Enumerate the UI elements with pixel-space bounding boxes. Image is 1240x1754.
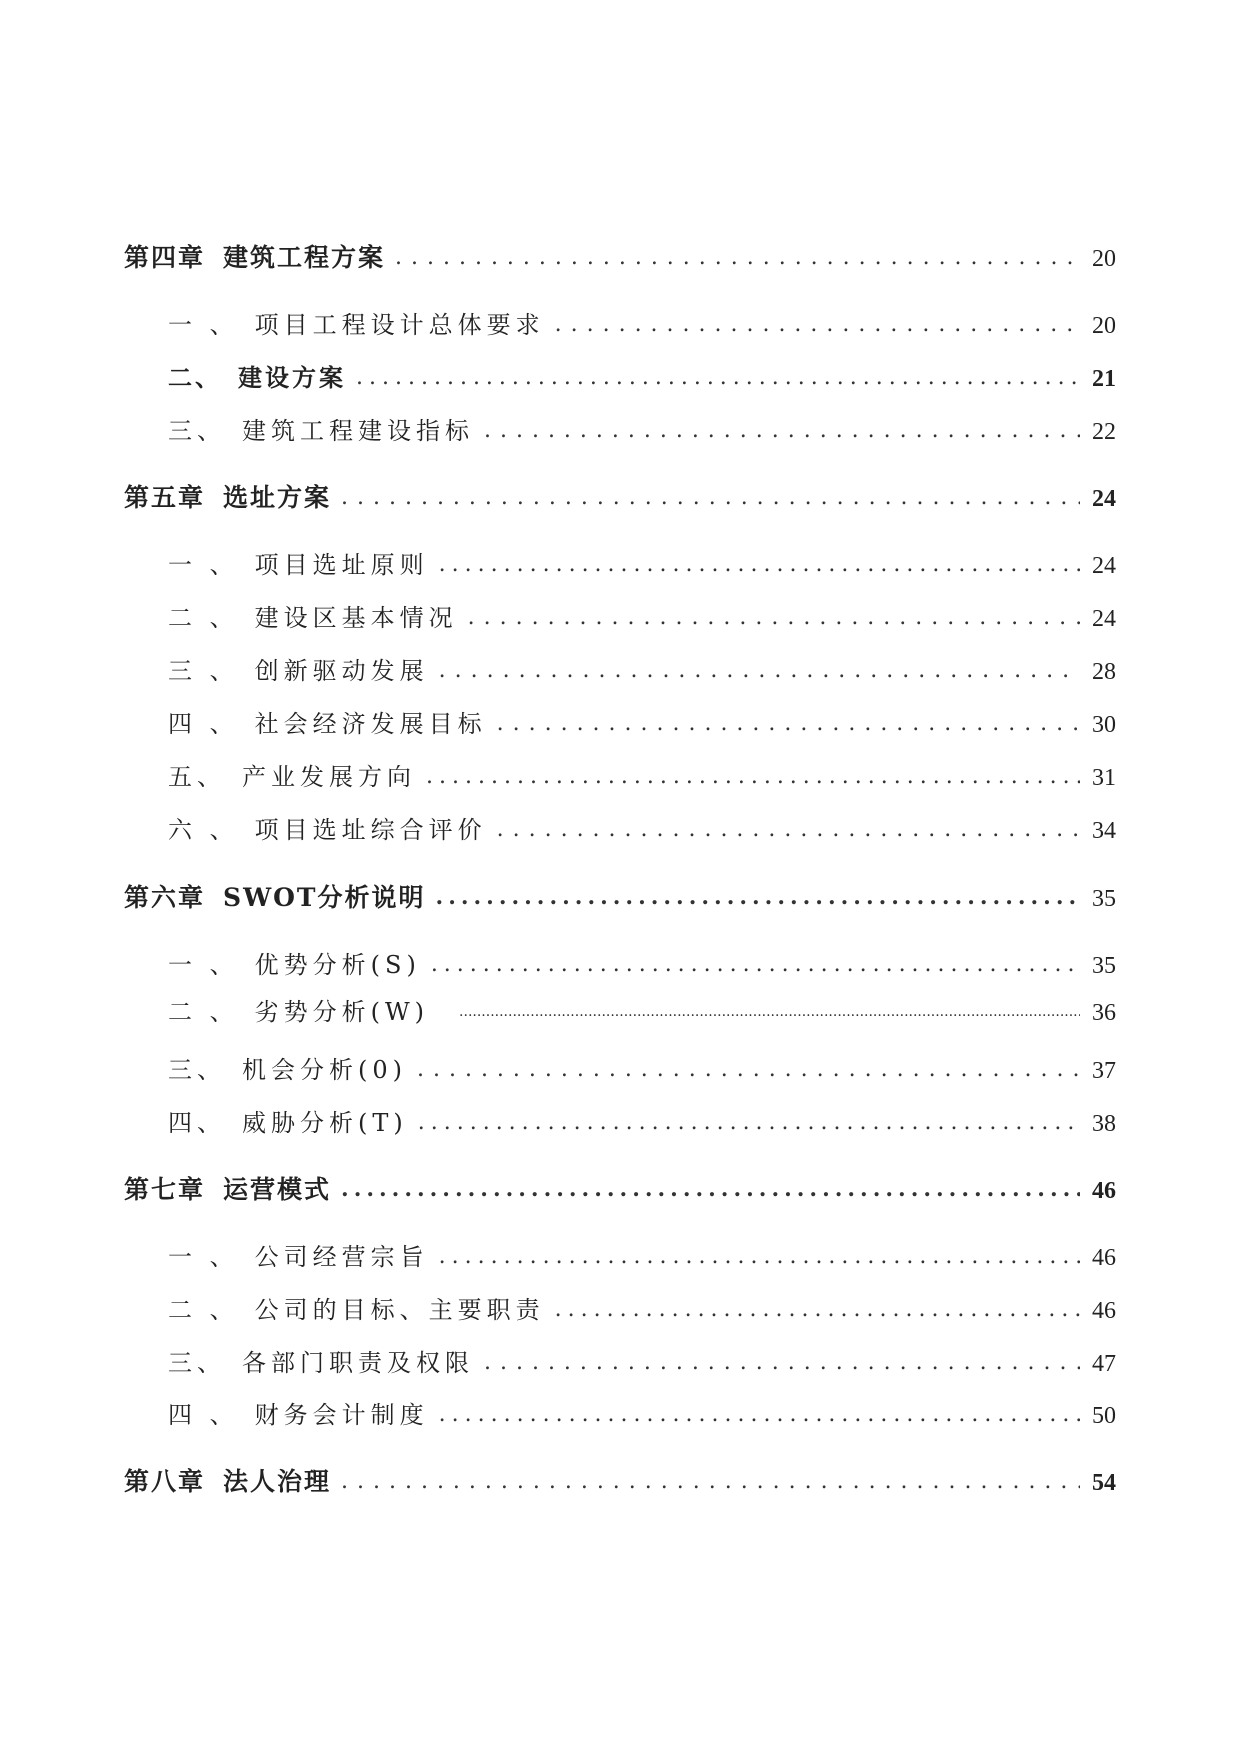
toc-chapter-6[interactable] <box>124 878 1116 914</box>
section-number: 一 、 <box>168 551 239 579</box>
section-title: 建设方案 <box>238 363 346 392</box>
dot-leader <box>555 1297 1080 1322</box>
toc-section[interactable] <box>168 358 1116 393</box>
page-number: 31 <box>1092 765 1116 791</box>
page-number: 46 <box>1092 1245 1116 1271</box>
dot-leader <box>431 952 1080 977</box>
section-title: 优势分析(S) <box>254 951 421 979</box>
section-number: 一 、 <box>168 951 239 979</box>
page-number: 24 <box>1092 486 1116 512</box>
toc-section[interactable] <box>168 1103 1116 1138</box>
section-number: 一 、 <box>168 1243 239 1271</box>
toc-section[interactable] <box>168 1237 1116 1272</box>
dot-leader <box>439 1402 1080 1427</box>
page-number: 46 <box>1092 1178 1116 1204</box>
dot-leader <box>417 1057 1080 1082</box>
dot-leader <box>418 1110 1080 1135</box>
chapter-title: 选址方案 <box>223 483 332 512</box>
toc-section[interactable] <box>168 810 1116 845</box>
dot-leader <box>468 605 1080 630</box>
dot-leader <box>555 312 1080 337</box>
toc-section[interactable] <box>168 1050 1116 1085</box>
dot-leader <box>439 658 1080 683</box>
chapter-number: 第八章 <box>124 1467 206 1496</box>
dot-leader <box>341 1176 1080 1202</box>
section-title: 社会经济发展目标 <box>254 710 487 738</box>
page-number: 22 <box>1092 419 1116 445</box>
section-number: 二 、 <box>168 1296 239 1324</box>
section-title: 建设区基本情况 <box>254 604 458 632</box>
page-number: 28 <box>1092 659 1116 685</box>
section-number: 六 、 <box>168 816 239 844</box>
page-number: 35 <box>1092 953 1116 979</box>
section-number: 四 、 <box>168 710 239 738</box>
toc-section[interactable] <box>168 598 1116 633</box>
toc-section[interactable] <box>168 992 1116 1027</box>
toc-section[interactable] <box>168 757 1116 792</box>
toc-chapter-8[interactable] <box>124 1462 1116 1498</box>
dot-leader <box>484 1350 1080 1375</box>
section-number: 一 、 <box>168 311 239 339</box>
page-number: 47 <box>1092 1351 1116 1377</box>
toc-section[interactable] <box>168 1343 1116 1378</box>
dot-leader <box>459 1004 1080 1020</box>
section-title: 机会分析(0) <box>242 1056 407 1084</box>
section-title: 项目选址原则 <box>254 551 429 579</box>
dot-leader <box>341 1469 1080 1494</box>
section-title: 项目工程设计总体要求 <box>254 311 545 339</box>
dot-leader <box>341 485 1080 510</box>
page-number: 24 <box>1092 553 1116 579</box>
toc-chapter-4[interactable] <box>124 238 1116 274</box>
section-number: 二、 <box>168 363 222 392</box>
chapter-title: 建筑工程方案 <box>223 243 386 272</box>
section-number: 五、 <box>168 763 226 791</box>
page-number: 21 <box>1092 366 1116 392</box>
dot-leader <box>356 365 1080 390</box>
dot-leader <box>436 884 1080 910</box>
page-number: 36 <box>1092 1000 1116 1026</box>
dot-leader <box>439 1244 1080 1269</box>
page-number: 46 <box>1092 1298 1116 1324</box>
section-title: 劣势分析(W) <box>254 998 430 1026</box>
section-title: 项目选址综合评价 <box>254 816 487 844</box>
chapter-number: 第七章 <box>124 1175 206 1204</box>
toc-section[interactable] <box>168 1290 1116 1325</box>
section-title: 公司的目标、主要职责 <box>254 1296 545 1324</box>
toc-section[interactable] <box>168 411 1116 446</box>
chapter-title: 运营模式 <box>223 1175 332 1204</box>
page-number: 54 <box>1092 1470 1116 1496</box>
section-title: 产业发展方向 <box>242 763 416 791</box>
page-number: 20 <box>1092 313 1116 339</box>
chapter-title: SWOT分析说明 <box>223 883 426 912</box>
chapter-number: 第四章 <box>124 243 206 272</box>
page-number: 35 <box>1092 886 1116 912</box>
section-number: 三、 <box>168 1056 226 1084</box>
page-number: 37 <box>1092 1058 1116 1084</box>
section-title: 财务会计制度 <box>254 1401 429 1429</box>
toc-section[interactable] <box>168 1395 1116 1430</box>
page-number: 30 <box>1092 712 1116 738</box>
section-title: 公司经营宗旨 <box>254 1243 429 1271</box>
section-number: 二 、 <box>168 604 239 632</box>
section-title: 各部门职责及权限 <box>242 1349 474 1377</box>
dot-leader <box>497 711 1080 736</box>
dot-leader <box>395 245 1080 270</box>
page-number: 50 <box>1092 1403 1116 1429</box>
toc-chapter-7[interactable] <box>124 1170 1116 1206</box>
toc-section[interactable] <box>168 704 1116 739</box>
chapter-number: 第五章 <box>124 483 206 512</box>
toc-section[interactable] <box>168 545 1116 580</box>
section-number: 二 、 <box>168 998 239 1026</box>
dot-leader <box>484 418 1080 443</box>
section-number: 四、 <box>168 1109 226 1137</box>
section-number: 三、 <box>168 1349 226 1377</box>
toc-section[interactable] <box>168 651 1116 686</box>
section-title: 建筑工程建设指标 <box>242 417 474 445</box>
section-title: 创新驱动发展 <box>254 657 429 685</box>
page-number: 24 <box>1092 606 1116 632</box>
toc-section[interactable] <box>168 945 1116 980</box>
section-title: 威胁分析(T) <box>242 1109 408 1137</box>
section-number: 三、 <box>168 417 226 445</box>
chapter-number: 第六章 <box>124 883 206 912</box>
section-number: 三 、 <box>168 657 239 685</box>
dot-leader <box>426 764 1080 789</box>
toc-chapter-5[interactable] <box>124 478 1116 514</box>
section-number: 四 、 <box>168 1401 239 1429</box>
page-number: 34 <box>1092 818 1116 844</box>
page-number: 38 <box>1092 1111 1116 1137</box>
dot-leader <box>497 817 1080 842</box>
dot-leader <box>439 552 1080 577</box>
page-number: 20 <box>1092 246 1116 272</box>
chapter-title: 法人治理 <box>223 1467 332 1496</box>
toc-section[interactable] <box>168 305 1116 340</box>
